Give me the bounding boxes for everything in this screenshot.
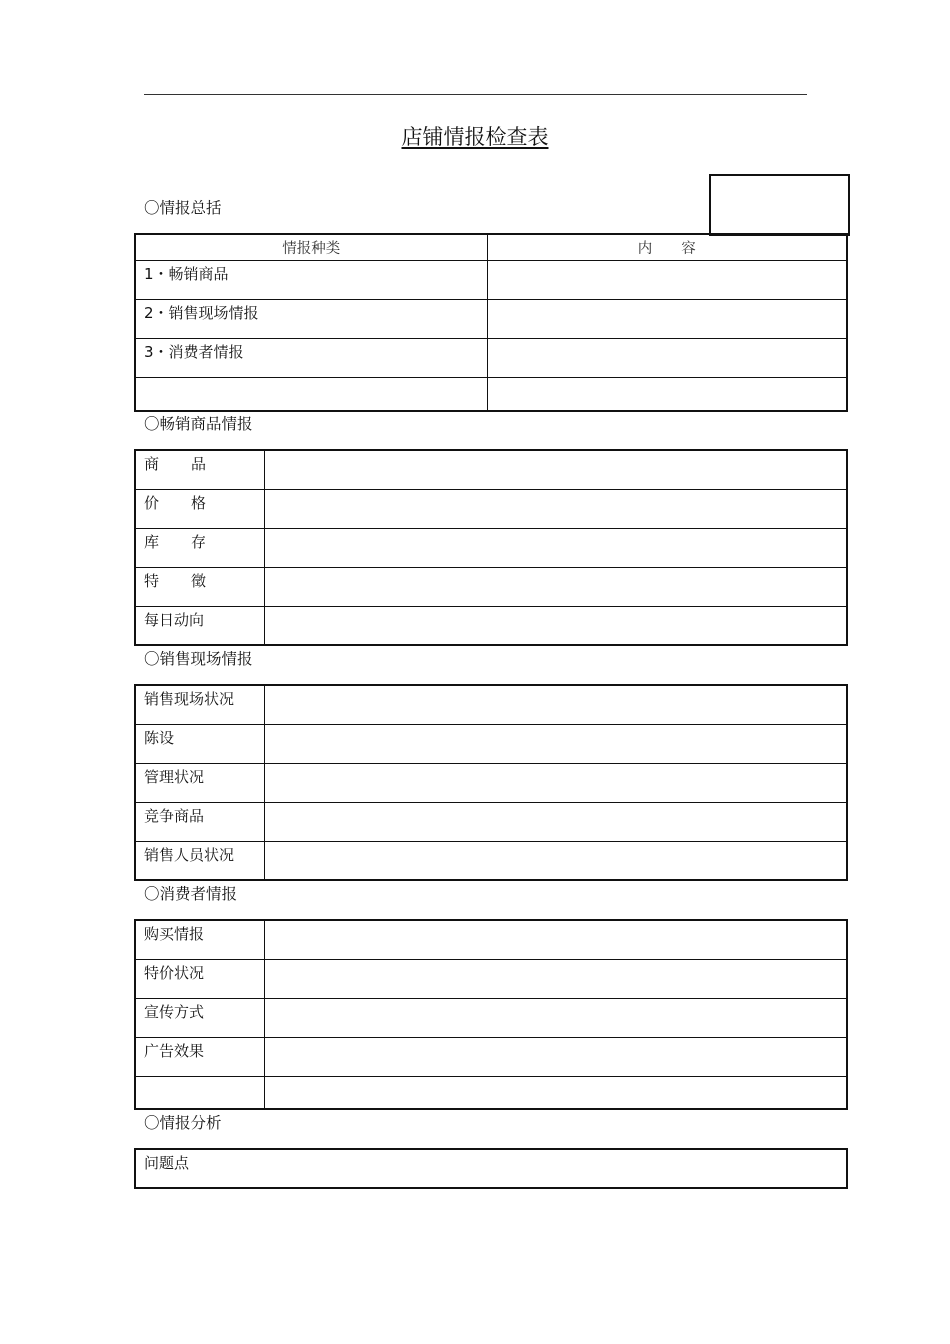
table-row: [135, 489, 847, 528]
row-label: 宣传方式: [135, 998, 265, 1037]
table-header-row: [135, 234, 847, 261]
content-cell[interactable]: [265, 920, 847, 959]
content-cell[interactable]: [487, 300, 847, 339]
sales-floor-table: [134, 684, 848, 881]
content-cell[interactable]: [487, 378, 847, 411]
content-cell[interactable]: [265, 959, 847, 998]
row-label[interactable]: [135, 378, 487, 411]
content-cell[interactable]: [265, 606, 847, 645]
content-cell[interactable]: [487, 339, 847, 378]
row-label-price: 价 格: [135, 489, 265, 528]
row-label: 广告效果: [135, 1037, 265, 1076]
section-label-sales-floor: 〇销售现场情报: [144, 650, 253, 668]
content-cell[interactable]: [265, 450, 847, 489]
table-row: [135, 567, 847, 606]
table-row: [135, 378, 847, 411]
table-row: [135, 959, 847, 998]
table-row: [135, 685, 847, 724]
row-label-feature: 特 徵: [135, 567, 265, 606]
row-label: 1・畅销商品: [135, 261, 487, 300]
table-row: [135, 339, 847, 378]
row-label-stock: 库 存: [135, 528, 265, 567]
row-label[interactable]: [135, 1076, 265, 1109]
table-row: [135, 841, 847, 880]
table-row: [135, 450, 847, 489]
row-label: 陈设: [135, 724, 265, 763]
row-label-daily-trend: 每日动向: [135, 606, 265, 645]
table-row: [135, 261, 847, 300]
section-label-bestseller: 〇畅销商品情报: [144, 415, 253, 433]
table-row: [135, 1149, 847, 1188]
content-cell[interactable]: [265, 998, 847, 1037]
row-label: 特价状况: [135, 959, 265, 998]
row-label: 竞争商品: [135, 802, 265, 841]
content-cell[interactable]: [265, 528, 847, 567]
problem-points-cell[interactable]: 问题点: [135, 1149, 847, 1188]
content-cell[interactable]: [487, 261, 847, 300]
content-cell[interactable]: [265, 763, 847, 802]
analysis-table: [134, 1148, 848, 1189]
column-header-content: 内 容: [487, 234, 847, 261]
row-label: 管理状况: [135, 763, 265, 802]
top-rule: [144, 94, 807, 95]
section-label-analysis: 〇情报分析: [144, 1114, 222, 1132]
table-row: [135, 606, 847, 645]
row-label: 销售人员状况: [135, 841, 265, 880]
content-cell[interactable]: [265, 685, 847, 724]
content-cell[interactable]: [265, 802, 847, 841]
table-row: [135, 300, 847, 339]
row-label: 2・销售现场情报: [135, 300, 487, 339]
content-cell[interactable]: [265, 724, 847, 763]
content-cell[interactable]: [265, 489, 847, 528]
content-cell[interactable]: [265, 1076, 847, 1109]
content-cell[interactable]: [265, 1037, 847, 1076]
row-label: 3・消费者情报: [135, 339, 487, 378]
table-row: [135, 802, 847, 841]
content-cell[interactable]: [265, 841, 847, 880]
table-row: [135, 724, 847, 763]
table-row: [135, 920, 847, 959]
section-label-summary: 〇情报总括: [144, 199, 222, 217]
table-row: [135, 1037, 847, 1076]
section-label-consumer: 〇消费者情报: [144, 885, 238, 903]
content-cell[interactable]: [265, 567, 847, 606]
row-label: 购买情报: [135, 920, 265, 959]
consumer-table: [134, 919, 848, 1110]
bestseller-table: [134, 449, 848, 646]
row-label: 销售现场状况: [135, 685, 265, 724]
table-row: [135, 528, 847, 567]
column-header-category: 情报种类: [135, 234, 487, 261]
table-row: [135, 1076, 847, 1109]
table-row: [135, 998, 847, 1037]
row-label-product: 商 品: [135, 450, 265, 489]
summary-table: [134, 233, 848, 412]
page-title: 店铺情报检查表: [401, 125, 549, 149]
stamp-box[interactable]: [709, 174, 850, 236]
table-row: [135, 763, 847, 802]
